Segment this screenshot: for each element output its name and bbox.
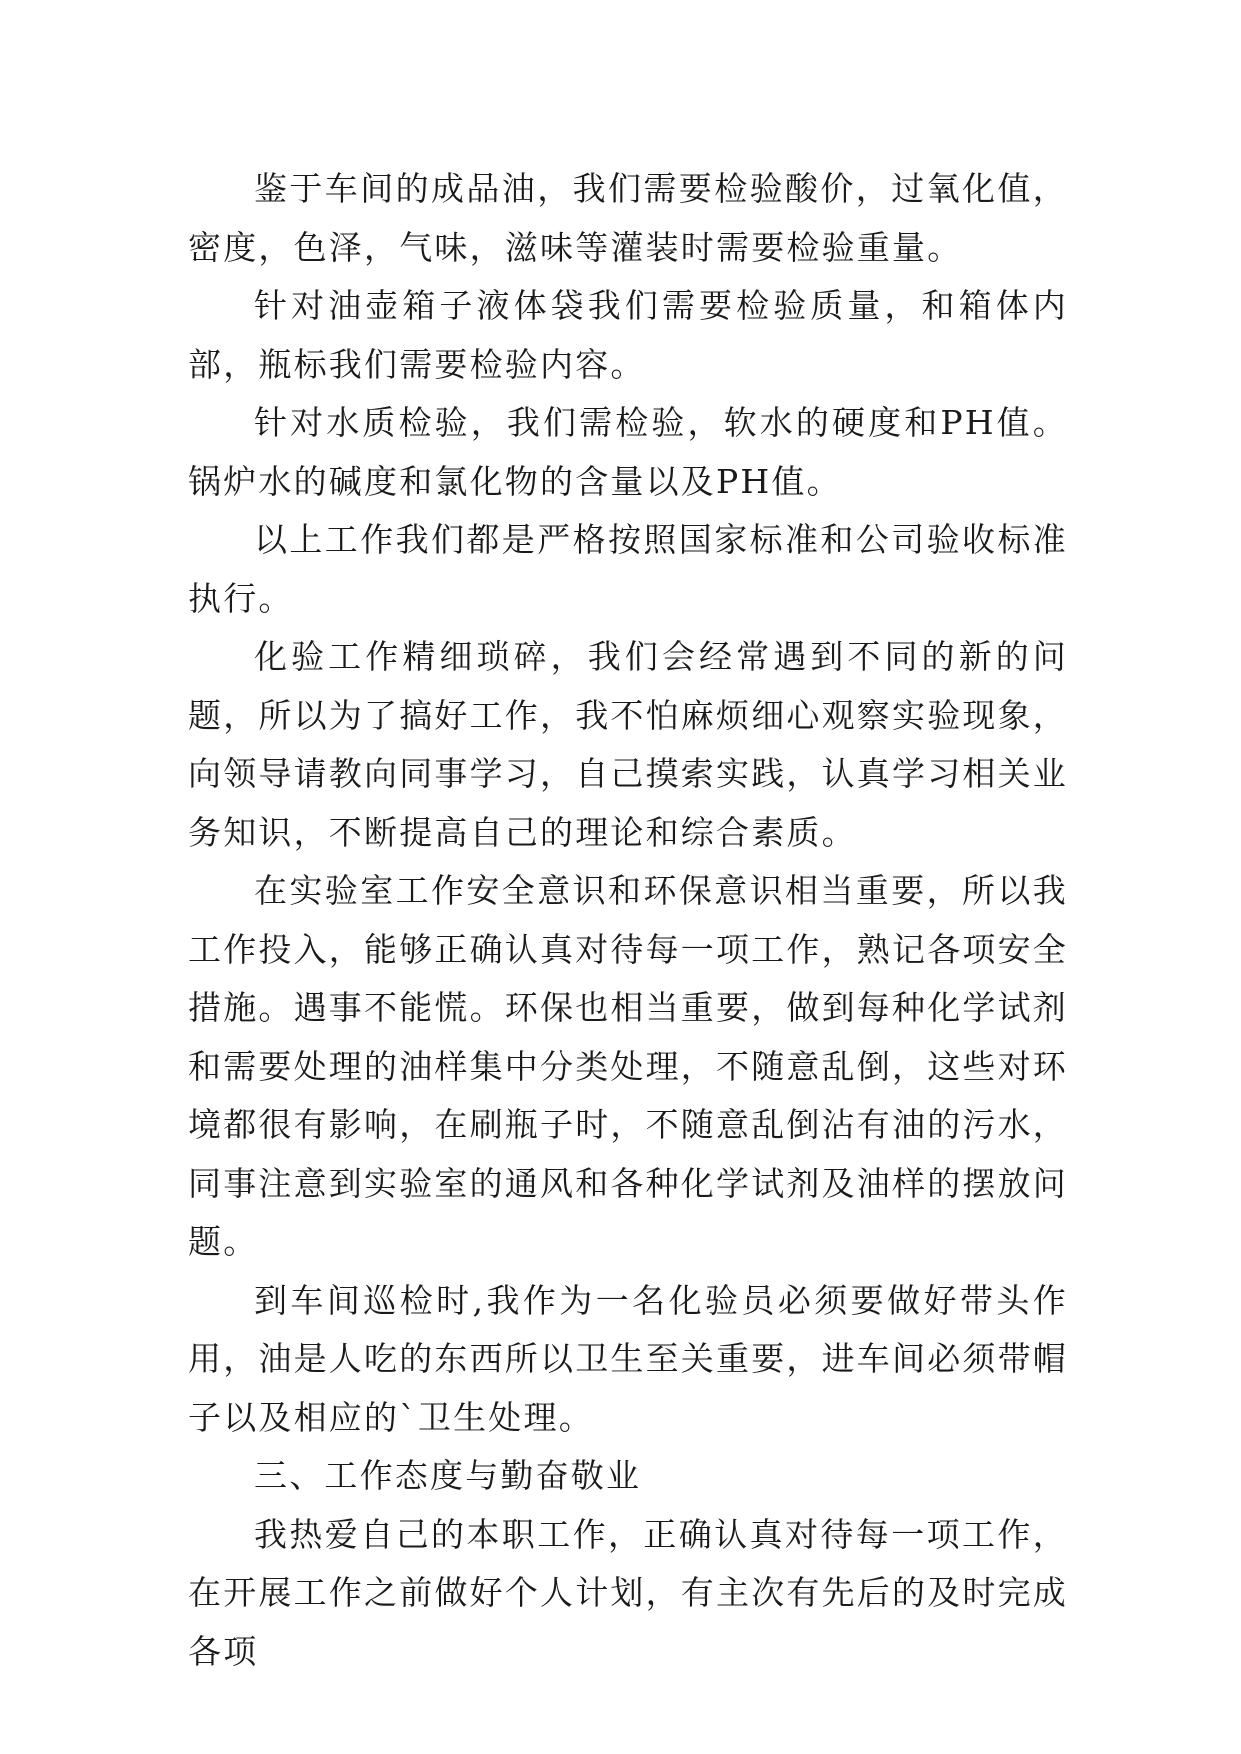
paragraph-packaging: 针对油壶箱子液体袋我们需要检验质量，和箱体内部，瓶标我们需要检验内容。 — [188, 286, 1068, 384]
section-heading: 三、工作态度与勤奋敬业 — [254, 1456, 642, 1495]
paragraph-inspection: 到车间巡检时,我作为一名化验员必须要做好带头作用，油是人吃的东西所以卫生至关重要，进车间必须带帽子以及相应的`卫生处理。 — [188, 1280, 1068, 1437]
paragraph-water-quality: 针对水质检验，我们需检验，软水的硬度和PH值。锅炉水的碱度和氯化物的含量以及PH值。 — [188, 403, 1068, 501]
document-body — [188, 160, 1068, 1681]
paragraph-lab-work: 化验工作精细琐碎，我们会经常遇到不同的新的问题，所以为了搞好工作，我不怕麻烦细心观察实验现象，向领导请教向同事学习，自己摸索实践，认真学习相关业务知识，不断提高自己的理论和综合素质。 — [188, 637, 1068, 852]
paragraph-standards: 以上工作我们都是严格按照国家标准和公司验收标准执行。 — [188, 520, 1068, 618]
paragraph-finished-oil: 鉴于车间的成品油，我们需要检验酸价，过氧化值，密度，色泽，气味，滋味等灌装时需要检验重量。 — [188, 169, 1068, 267]
paragraph-safety: 在实验室工作安全意识和环保意识相当重要，所以我工作投入，能够正确认真对待每一项工作，熟记各项安全措施。遇事不能慌。环保也相当重要，做到每种化学试剂和需要处理的油样集中分类处理，不随意乱倒，这些对环境都很有影响，在刷瓶子时，不随意乱倒沾有油的污水，同事注意到实验室的通风和各种化学试剂及油样的摆放问题。 — [188, 871, 1068, 1261]
paragraph-attitude: 我热爱自己的本职工作，正确认真对待每一项工作，在开展工作之前做好个人计划，有主次有先后的及时完成各项 — [188, 1514, 1068, 1671]
